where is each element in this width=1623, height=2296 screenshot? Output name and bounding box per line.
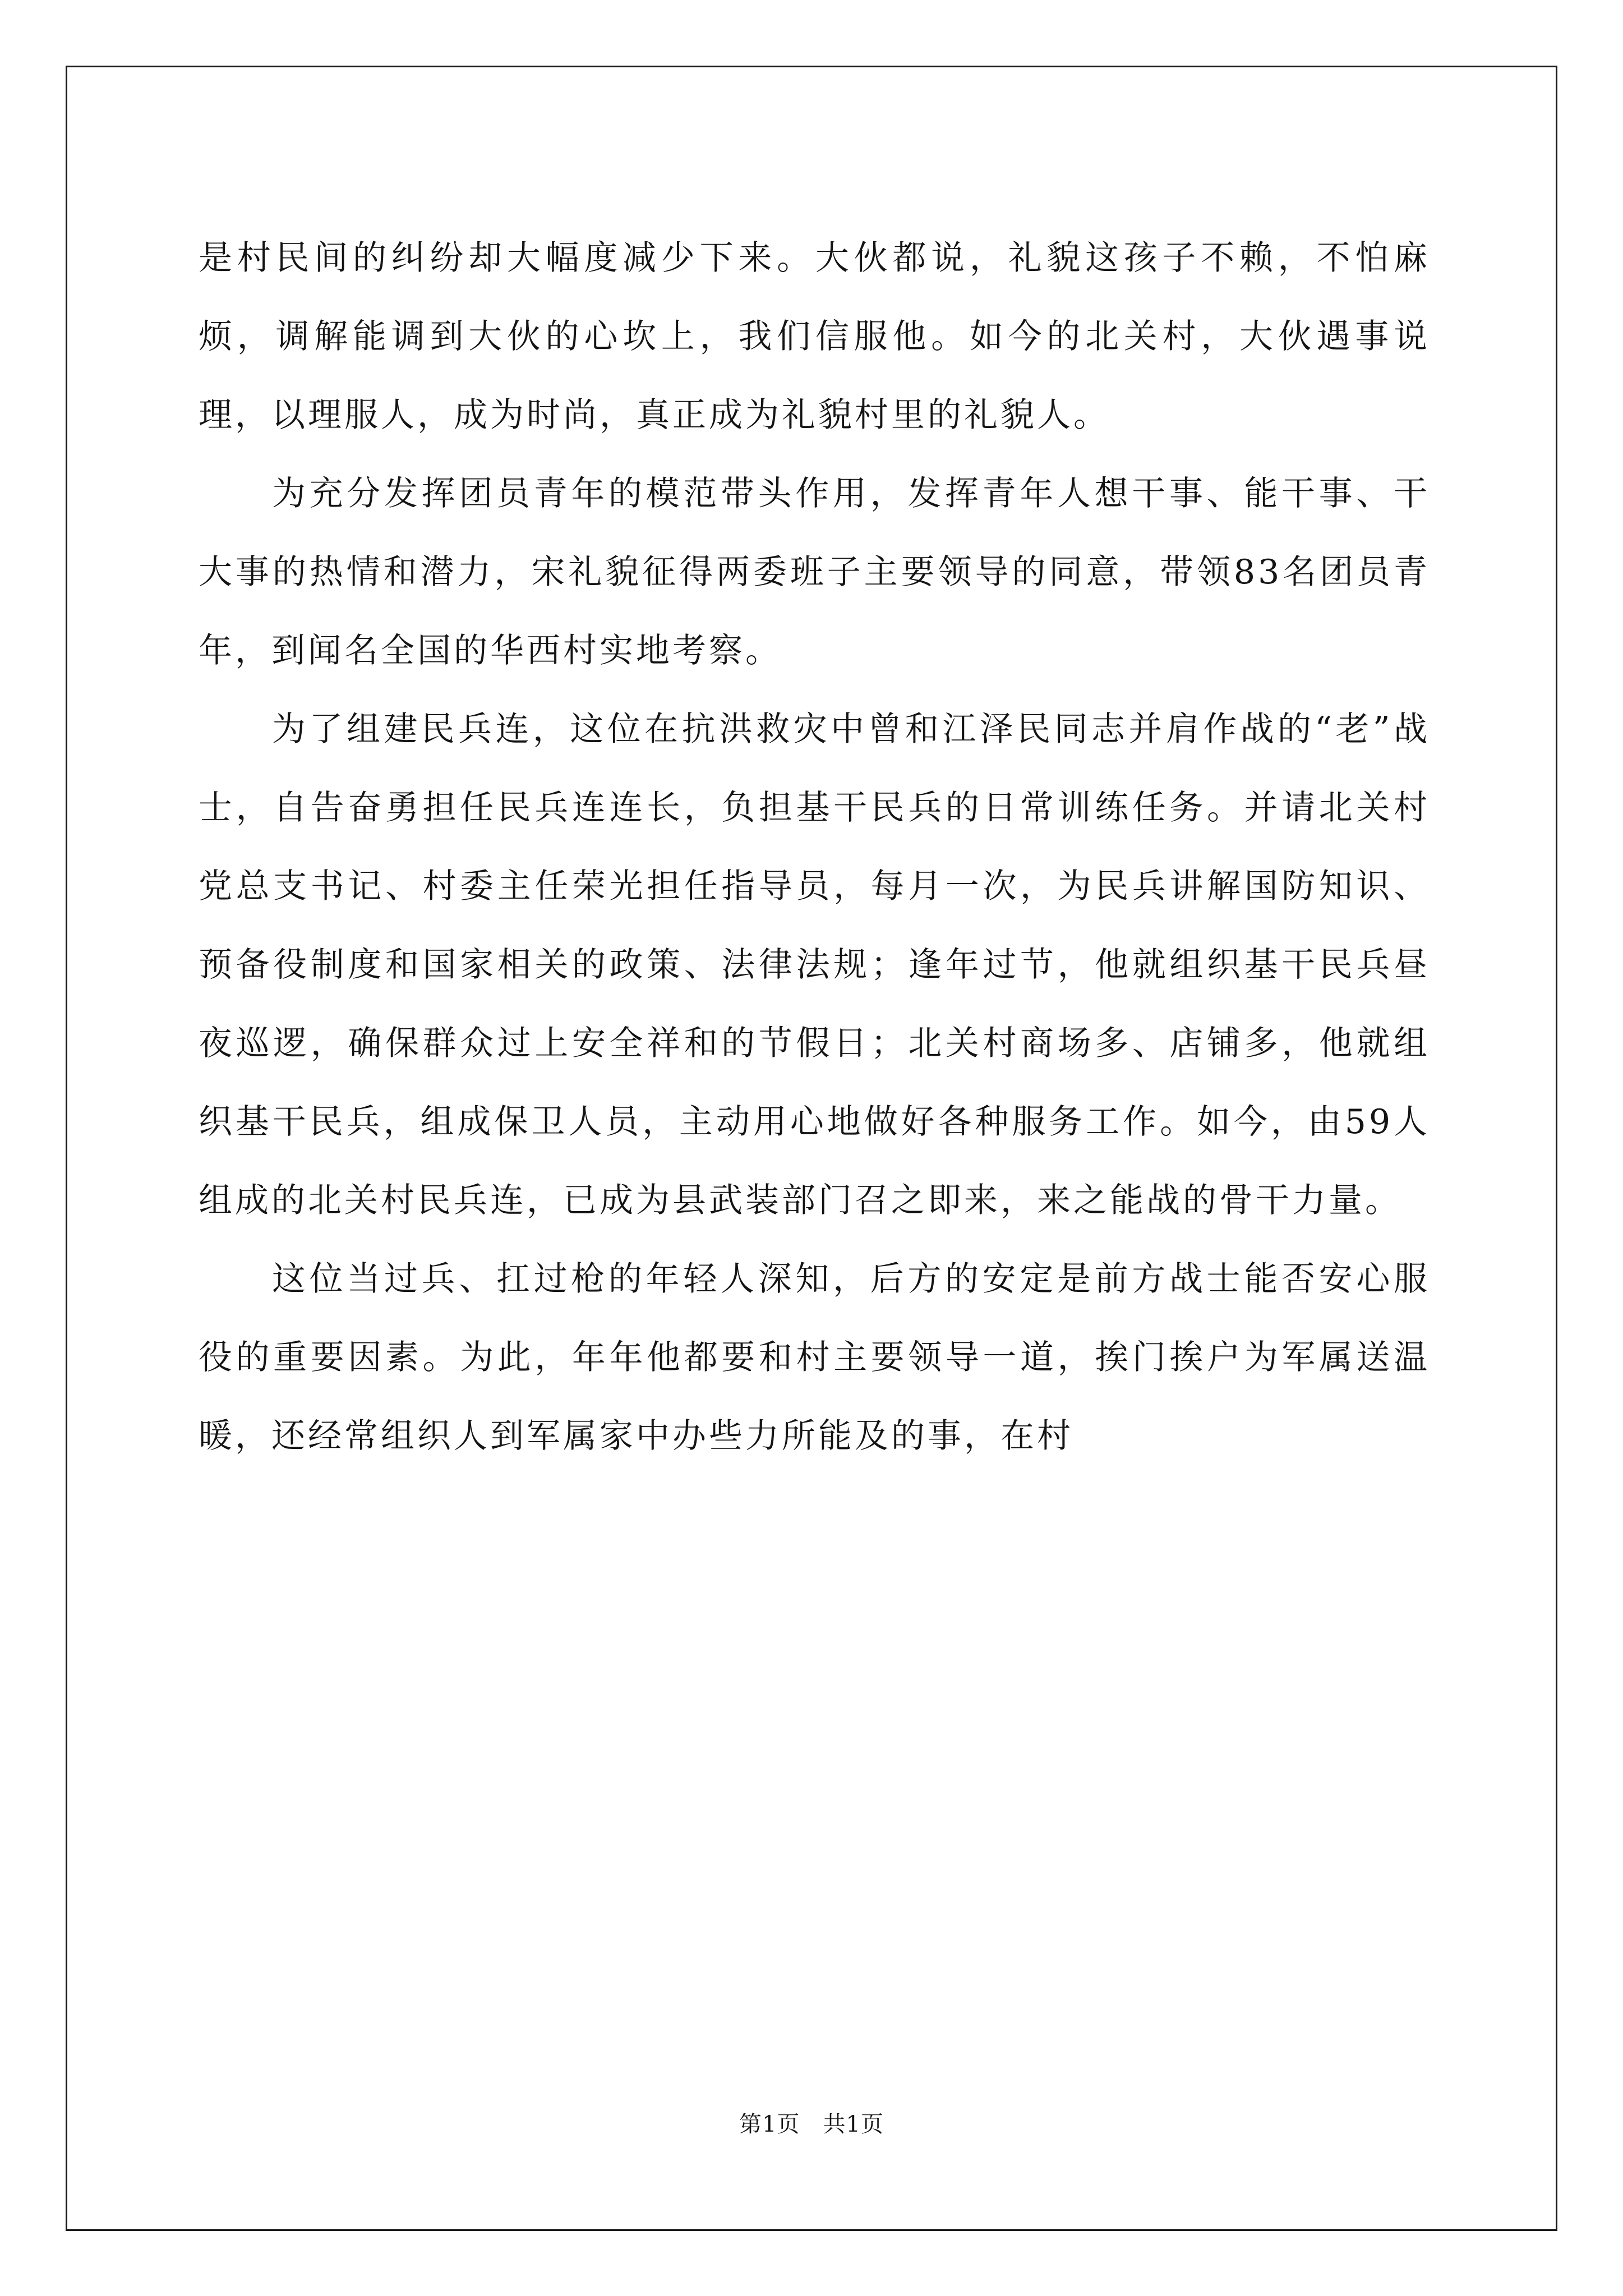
document-body xyxy=(199,219,1430,1475)
paragraph-1: 是村民间的纠纷却大幅度减少下来。大伙都说，礼貌这孩子不赖，不怕麻烦，调解能调到大伙的心坎上，我们信服他。如今的北关村，大伙遇事说理，以理服人，成为时尚，真正成为礼貌村里的礼貌人。 xyxy=(199,238,1430,435)
paragraph-3: 为了组建民兵连，这位在抗洪救灾中曾和江泽民同志并肩作战的“老”战士，自告奋勇担任民兵连连长，负担基干民兵的日常训练任务。并请北关村党总支书记、村委主任荣光担任指导员，每月一次，为民兵讲解国防知识、预备役制度和国家相关的政策、法律法规；逢年过节，他就组织基干民兵昼夜巡逻，确保群众过上安全祥和的节假日；北关村商场多、店铺多，他就组织基干民兵，组成保卫人员，主动用心地做好各种服务工作。如今，由59人组成的北关村民兵连，已成为县武装部门召之即来，来之能战的骨干力量。 xyxy=(199,710,1430,1220)
paragraph-4: 这位当过兵、扛过枪的年轻人深知，后方的安定是前方战士能否安心服役的重要因素。为此，年年他都要和村主要领导一道，挨门挨户为军属送温暖，还经常组织人到军属家中办些力所能及的事，在村 xyxy=(199,1259,1430,1456)
paragraph-2: 为充分发挥团员青年的模范带头作用，发挥青年人想干事、能干事、干大事的热情和潜力，宋礼貌征得两委班子主要领导的同意，带领83名团员青年，到闻名全国的华西村实地考察。 xyxy=(199,474,1430,670)
page-number-footer: 第1页 共1页 xyxy=(739,2111,884,2137)
